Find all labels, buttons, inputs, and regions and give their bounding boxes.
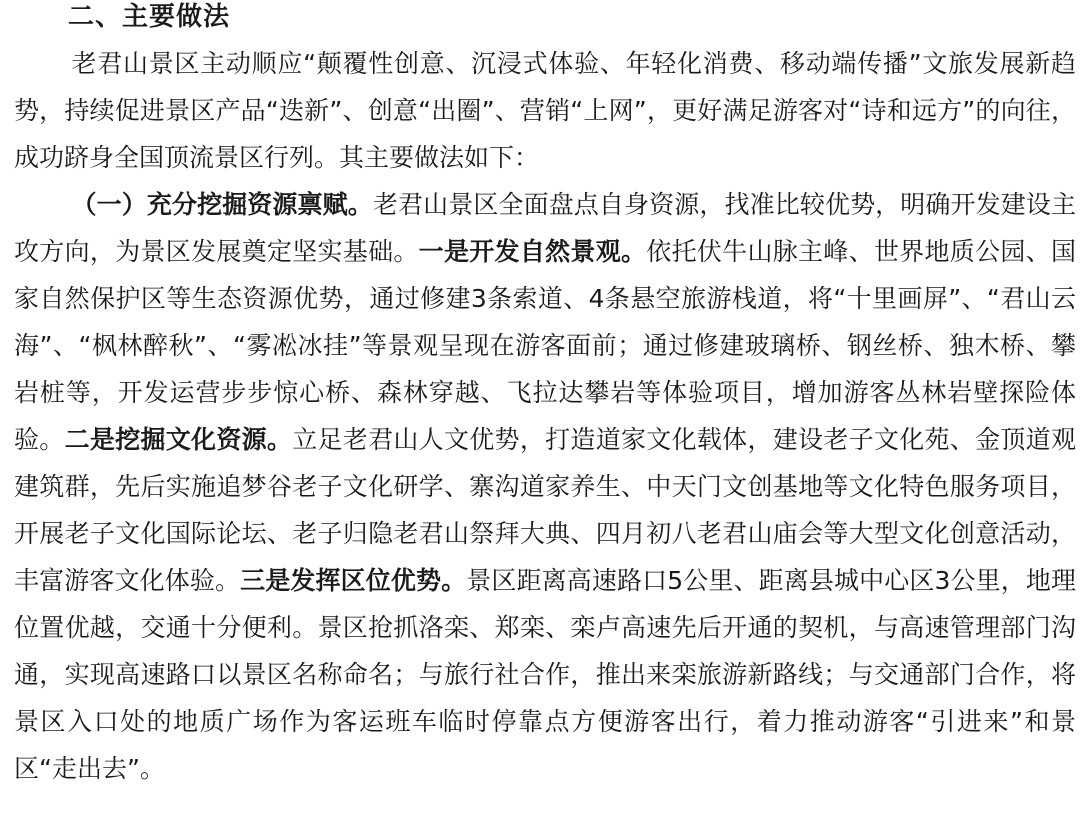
- section1-lead: 老君山景区全面盘点自身资源，找准比较优势，明确开发建设主攻方向，为景区发展奠定坚实基础。: [14, 190, 1076, 266]
- intro-paragraph: 老君山景区主动顺应“颠覆性创意、沉浸式体验、年轻化消费、移动端传播”文旅发展新趋势，持续促进景区产品“迭新”、创意“出圈”、营销“上网”，更好满足游客对“诗和远方”的向往，成功跻身全国顶流景区行列。其主要做法如下：: [14, 49, 1076, 172]
- point1-text: 依托伏牛山脉主峰、世界地质公园、国家自然保护区等生态资源优势，通过修建3条索道、4条悬空旅游栈道，将“十里画屏”、“君山云海”、“枫林醉秋”、“雾凇冰挂”等景观呈现在游客面前；通过修建玻璃桥、钢丝桥、独木桥、攀岩桩等，开发运营步步惊心桥、森林穿越、飞拉达攀岩等体验项目，增加游客丛林岩壁探险体验。: [14, 237, 1076, 454]
- section1-title: （一）充分挖掘资源禀赋。: [71, 190, 373, 219]
- point3-text: 景区距离高速路口5公里、距离县城中心区3公里，地理位置优越，交通十分便利。景区抢抓洛栾、郑栾、栾卢高速先后开通的契机，与高速管理部门沟通，实现高速路口以景区名称命名；与旅行社合作，推出来栾旅游新路线；与交通部门合作，将景区入口处的地质广场作为客运班车临时停靠点方便游客出行，着力推动游客“引进来”和景区“走出去”。: [14, 566, 1076, 783]
- section1-paragraph: [14, 181, 1076, 792]
- point2-title: 二是挖掘文化资源。: [64, 425, 293, 454]
- point3-title: 三是发挥区位优势。: [240, 566, 467, 595]
- point2-text: 立足老君山人文优势，打造道家文化载体，建设老子文化苑、金顶道观建筑群，先后实施追梦谷老子文化研学、寨沟道家养生、中天门文创基地等文化特色服务项目，开展老子文化国际论坛、老子归隐老君山祭拜大典、四月初八老君山庙会等大型文化创意活动，丰富游客文化体验。: [14, 425, 1076, 595]
- section-heading: 二、主要做法: [68, 2, 231, 32]
- point1-title: 一是开发自然景观。: [418, 237, 647, 266]
